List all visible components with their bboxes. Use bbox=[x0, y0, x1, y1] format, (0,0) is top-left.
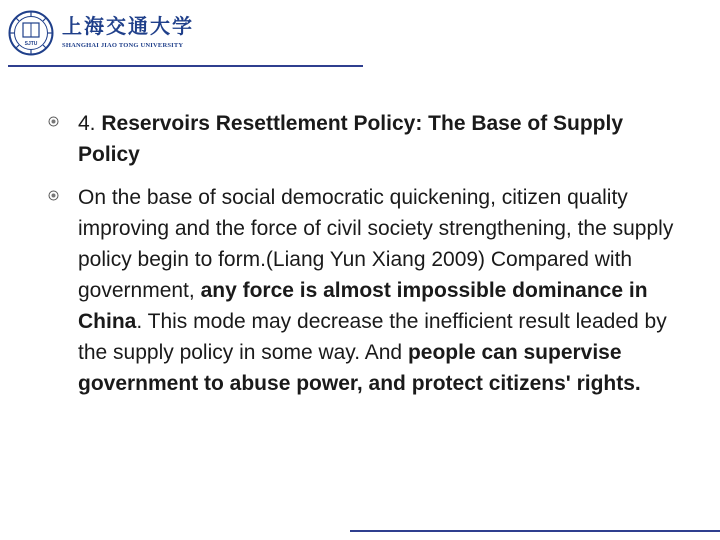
bullet-text-segment: 4. bbox=[78, 112, 102, 135]
bullet-item bbox=[40, 108, 690, 170]
university-name bbox=[62, 14, 192, 49]
header-divider bbox=[8, 65, 363, 67]
bullet-text-segment: On the base of social democratic quickening, citizen quality improving and the force of civil society strengthening, the supply policy begin to form.(Liang Yun Xiang 2009) Compared with government, bbox=[78, 186, 674, 302]
bullet-icon bbox=[48, 116, 59, 127]
bullet-text-segment-bold: people can supervise government to abuse power, and protect citizens' rights. bbox=[78, 341, 641, 395]
footer-divider bbox=[350, 530, 720, 532]
bullet-text-segment-bold: Reservoirs Resettlement Policy: The Base of Supply Policy bbox=[78, 112, 624, 166]
bullet-text-segment-bold: any force is almost impossible dominance in China bbox=[78, 279, 648, 333]
seal-text: SJTU bbox=[24, 41, 38, 47]
university-name-english: SHANGHAI JIAO TONG UNIVERSITY bbox=[62, 42, 184, 49]
bullet-text bbox=[78, 182, 690, 399]
bullet-item bbox=[40, 182, 690, 399]
university-name-chinese: 上海交通大学 bbox=[62, 14, 194, 38]
bullet-icon bbox=[48, 190, 59, 201]
slide-content bbox=[40, 108, 690, 399]
university-seal-logo bbox=[8, 10, 54, 56]
bullet-text-segment: . This mode may decrease the inefficient result leaded by the supply policy in some way. And bbox=[78, 310, 667, 364]
bullet-text bbox=[78, 108, 690, 170]
